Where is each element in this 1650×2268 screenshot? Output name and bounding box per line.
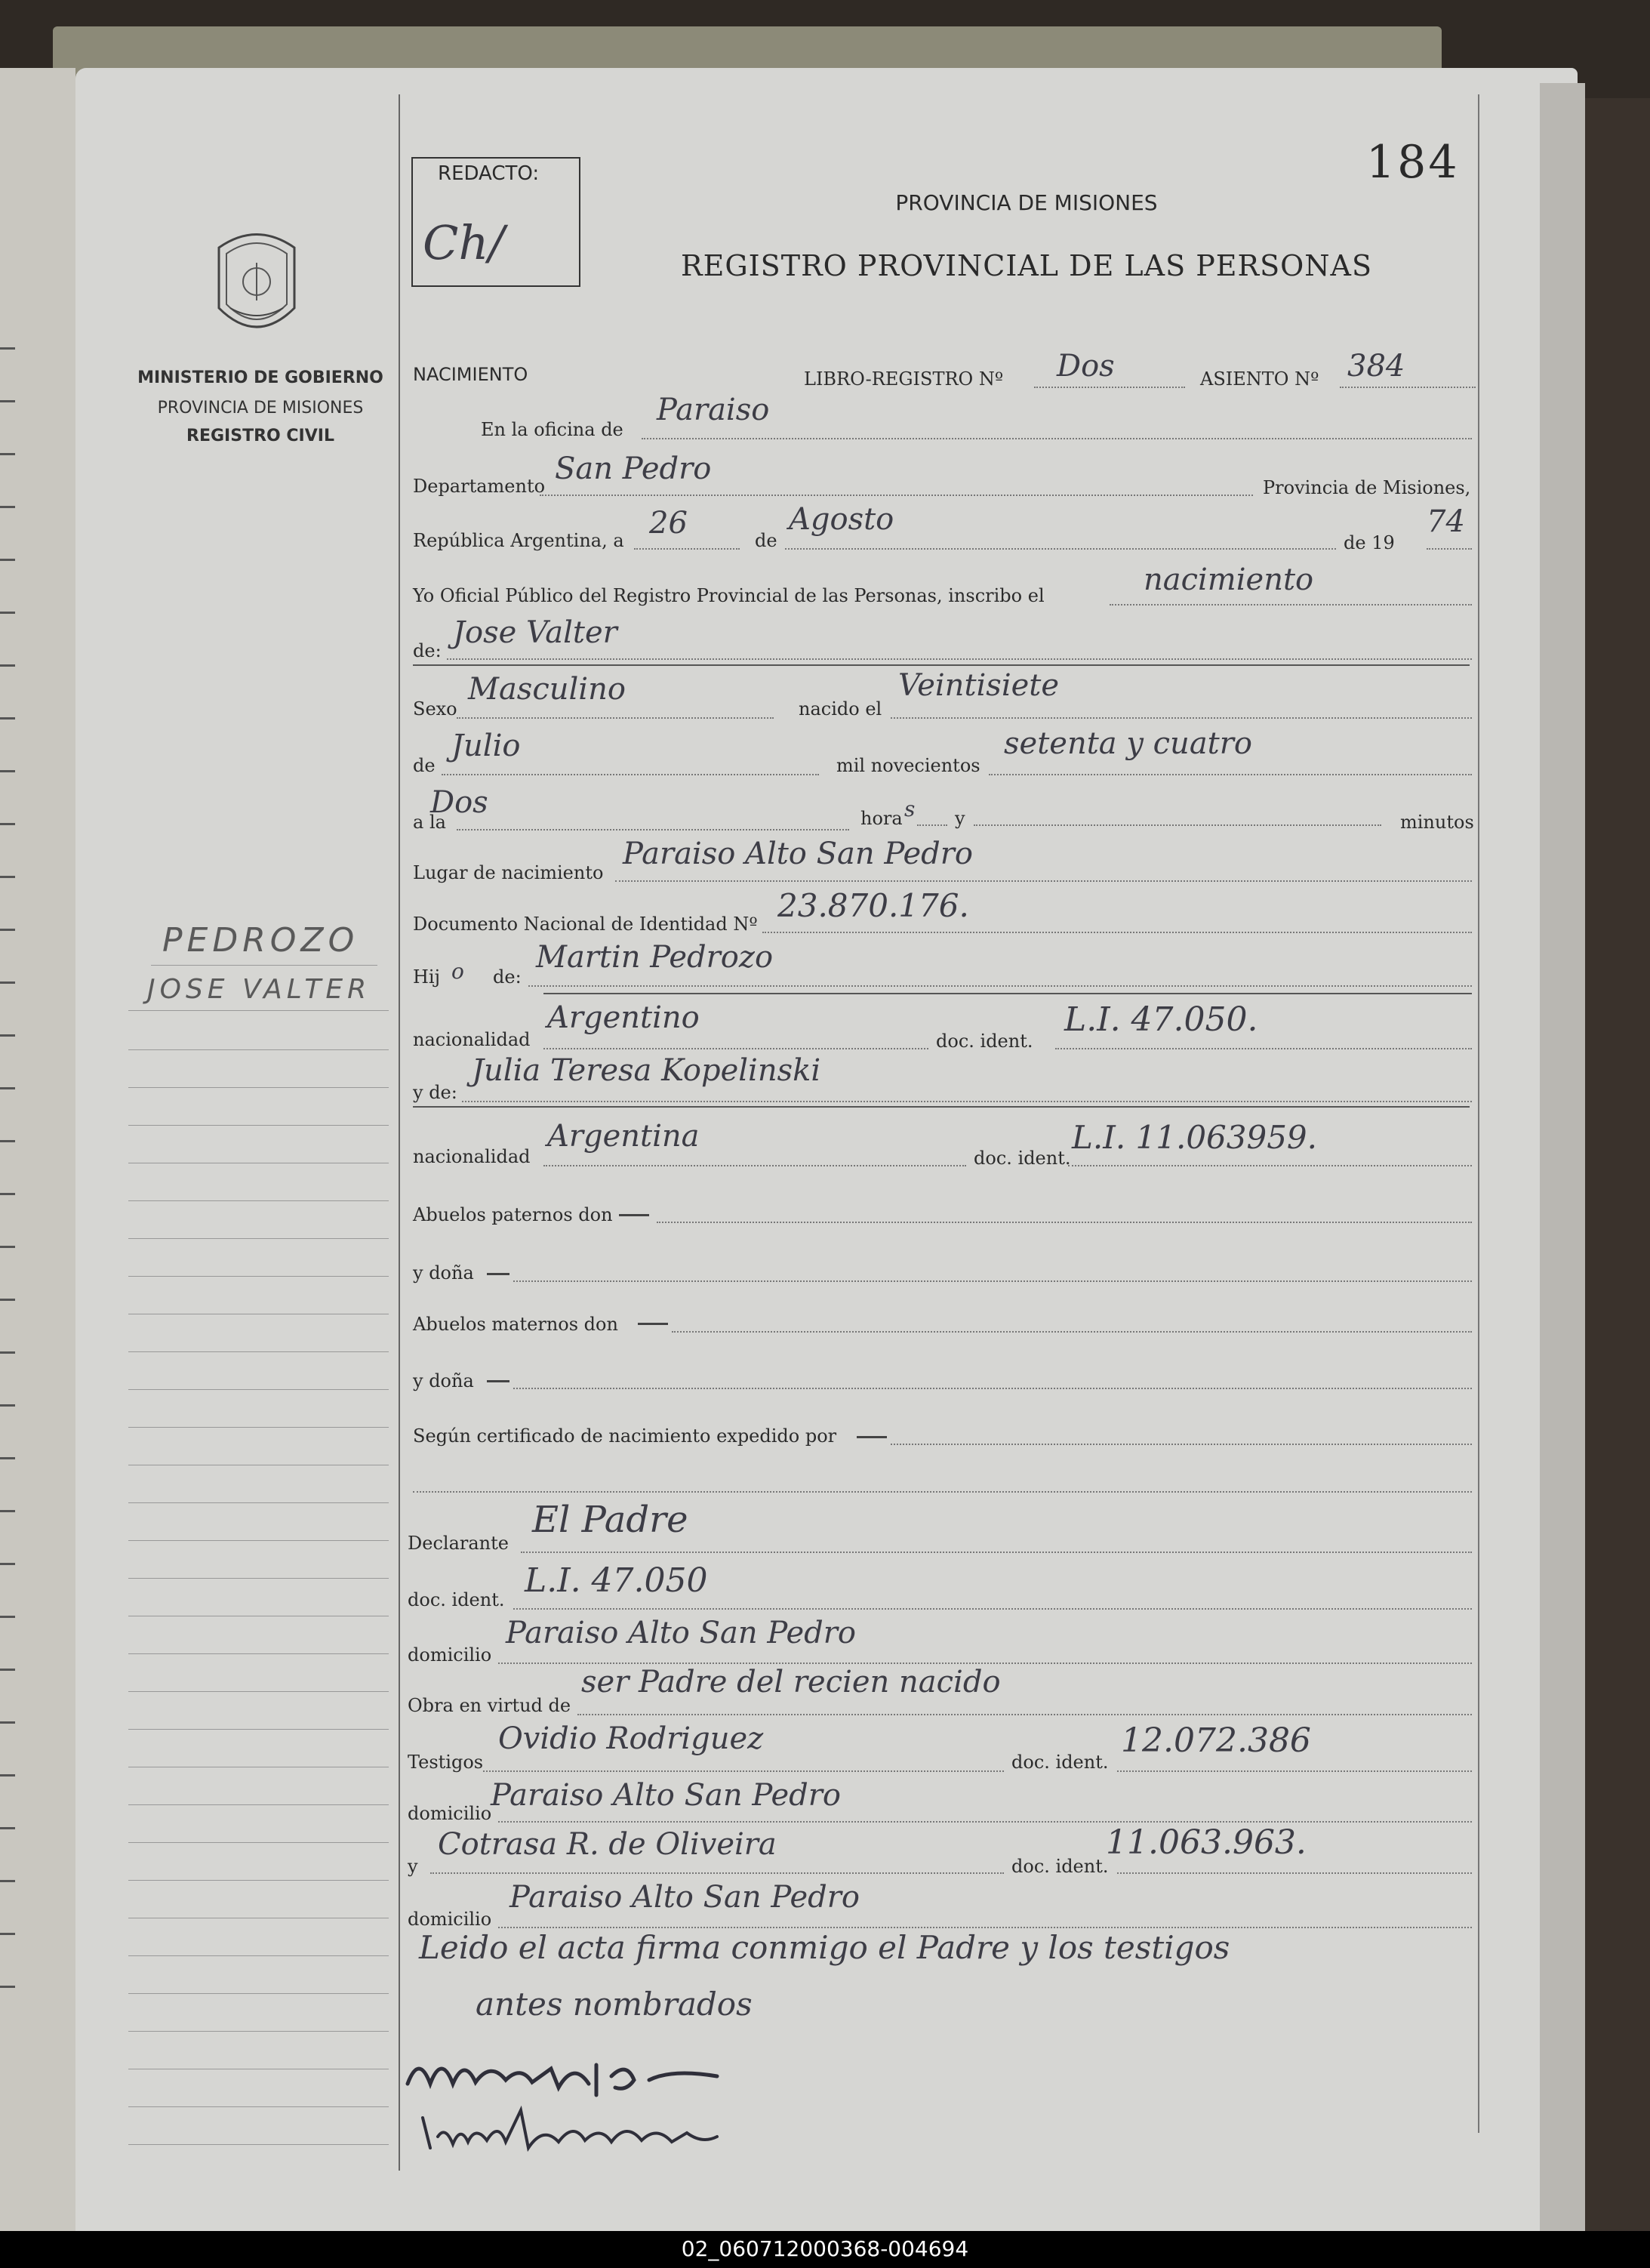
libro-registro-value: Dos bbox=[1057, 349, 1115, 384]
closing-line-2: antes nombrados bbox=[476, 1986, 753, 2023]
declarante-label: Declarante bbox=[408, 1533, 509, 1554]
testigo2-doc: 11.063.963. bbox=[1106, 1823, 1307, 1862]
libro-registro-label: LIBRO-REGISTRO Nº bbox=[804, 368, 1004, 390]
margin-name-note: JOSE VALTER bbox=[147, 974, 371, 1005]
dni-value: 23.870.176. bbox=[777, 887, 969, 924]
margin-province-label: PROVINCIA DE MISIONES bbox=[157, 399, 364, 418]
margin-rule-vertical bbox=[399, 94, 400, 2171]
testigo1-name: Ovidio Rodriguez bbox=[498, 1721, 764, 1756]
oficina-value: Paraiso bbox=[657, 393, 770, 427]
testigo2-name: Cotrasa R. de Oliveira bbox=[438, 1827, 777, 1862]
provincial-seal-icon bbox=[204, 225, 309, 347]
name-label: de: bbox=[413, 640, 442, 661]
testigos-label: Testigos bbox=[408, 1752, 484, 1773]
departamento-value: San Pedro bbox=[555, 451, 712, 486]
a-la-label: a la bbox=[413, 812, 446, 833]
name-value: Jose Valter bbox=[453, 615, 617, 650]
testigo2-domicilio-label: domicilio bbox=[408, 1909, 492, 1930]
lugar-value: Paraiso Alto San Pedro bbox=[623, 837, 973, 871]
hijo-label: Hij bbox=[413, 966, 441, 988]
obra-label: Obra en virtud de bbox=[408, 1695, 571, 1716]
father-value: Martin Pedrozo bbox=[536, 940, 774, 975]
hijo-de-label: de: bbox=[493, 966, 522, 988]
testigo1-domicilio: Paraiso Alto San Pedro bbox=[491, 1778, 841, 1813]
hora-label: hora bbox=[860, 808, 903, 829]
minutos-label: minutos bbox=[1400, 812, 1474, 833]
mother-nat-value: Argentina bbox=[547, 1119, 700, 1154]
sexo-label: Sexo bbox=[413, 698, 457, 720]
year-label: de 19 bbox=[1344, 532, 1395, 553]
registry-heading: REGISTRO PROVINCIAL DE LAS PERSONAS bbox=[680, 249, 1373, 282]
declarante-doc-value: L.I. 47.050 bbox=[525, 1561, 708, 1600]
mother-nat-label: nacionalidad bbox=[413, 1146, 531, 1167]
testigo1-doc-label: doc. ident. bbox=[1011, 1752, 1109, 1773]
y-label: y bbox=[955, 808, 965, 829]
abuelos-maternos-dona-label: y doña bbox=[413, 1370, 474, 1391]
inscribo-value: nacimiento bbox=[1144, 562, 1314, 597]
mil-value: setenta y cuatro bbox=[1004, 726, 1252, 761]
abuelos-paternos-dona-label: y doña bbox=[413, 1262, 474, 1283]
page-edges bbox=[1540, 83, 1585, 2242]
month-value: Agosto bbox=[789, 502, 894, 537]
hora-value: s bbox=[904, 797, 916, 821]
departamento-label: Departamento bbox=[413, 476, 546, 497]
father-doc-label: doc. ident. bbox=[936, 1031, 1033, 1052]
yo-oficial-label: Yo Oficial Público del Registro Provincial de las Personas, inscribo el bbox=[413, 585, 1045, 606]
declarante-value: El Padre bbox=[532, 1499, 688, 1541]
right-rule-vertical bbox=[1478, 94, 1479, 2133]
mother-doc-label: doc. ident. bbox=[974, 1148, 1071, 1169]
nacido-value: Veintisiete bbox=[898, 668, 1060, 703]
declarante-domicilio-value: Paraiso Alto San Pedro bbox=[506, 1616, 856, 1650]
de-month-label: de bbox=[413, 755, 436, 776]
obra-value: ser Padre del recien nacido bbox=[581, 1665, 1001, 1699]
asiento-label: ASIENTO Nº bbox=[1200, 368, 1319, 390]
abuelos-maternos-label: Abuelos maternos don bbox=[413, 1314, 618, 1335]
redacto-label: REDACTO: bbox=[438, 162, 540, 185]
nacido-label: nacido el bbox=[799, 698, 882, 720]
document-id: 02_060712000368-004694 bbox=[681, 2236, 969, 2261]
province-heading: PROVINCIA DE MISIONES bbox=[895, 190, 1158, 215]
declarante-doc-label: doc. ident. bbox=[408, 1589, 505, 1610]
testigo1-domicilio-label: domicilio bbox=[408, 1803, 492, 1824]
month2-value: Julio bbox=[451, 729, 521, 763]
day-value: 26 bbox=[649, 506, 688, 541]
mil-label: mil novecientos bbox=[836, 755, 980, 776]
redacto-initials: Ch/ bbox=[423, 215, 505, 270]
father-nat-label: nacionalidad bbox=[413, 1029, 531, 1050]
ministry-label: MINISTERIO DE GOBIERNO bbox=[137, 368, 383, 387]
record-type-label: NACIMIENTO bbox=[413, 364, 528, 385]
a-la-value: Dos bbox=[430, 785, 488, 820]
testigo2-doc-label: doc. ident. bbox=[1011, 1856, 1109, 1877]
father-doc-value: L.I. 47.050. bbox=[1064, 1000, 1258, 1039]
de-label: de bbox=[755, 530, 777, 551]
asiento-value: 384 bbox=[1347, 349, 1405, 384]
closing-line-1: Leido el acta firma conmigo el Padre y los testigos bbox=[419, 1929, 1230, 1966]
left-page bbox=[0, 68, 75, 2242]
republica-label: República Argentina, a bbox=[413, 530, 624, 551]
margin-surname-note: PEDROZO bbox=[162, 921, 359, 960]
father-nat-value: Argentino bbox=[547, 1000, 700, 1035]
signature-witness bbox=[415, 2095, 777, 2163]
mother-label: y de: bbox=[413, 1082, 457, 1103]
hijo-suffix: o bbox=[451, 959, 464, 984]
oficina-label: En la oficina de bbox=[481, 419, 623, 440]
civil-registry-label: REGISTRO CIVIL bbox=[186, 427, 334, 445]
segun-certificado-label: Según certificado de nacimiento expedido por bbox=[413, 1425, 837, 1447]
mother-doc-value: L.I. 11.063959. bbox=[1072, 1119, 1318, 1156]
page-number: 184 bbox=[1366, 136, 1460, 189]
lugar-label: Lugar de nacimiento bbox=[413, 862, 604, 883]
abuelos-paternos-label: Abuelos paternos don bbox=[413, 1204, 613, 1225]
register-page bbox=[75, 68, 1578, 2242]
testigo2-domicilio: Paraiso Alto San Pedro bbox=[509, 1880, 860, 1915]
testigo2-y-label: y bbox=[408, 1856, 418, 1877]
year-value: 74 bbox=[1427, 504, 1465, 539]
provincia-suffix: Provincia de Misiones, bbox=[1263, 477, 1471, 498]
dni-label: Documento Nacional de Identidad Nº bbox=[413, 914, 758, 935]
declarante-domicilio-label: domicilio bbox=[408, 1644, 492, 1666]
sexo-value: Masculino bbox=[468, 672, 626, 707]
mother-value: Julia Teresa Kopelinski bbox=[472, 1053, 821, 1088]
testigo1-doc: 12.072.386 bbox=[1121, 1721, 1311, 1760]
